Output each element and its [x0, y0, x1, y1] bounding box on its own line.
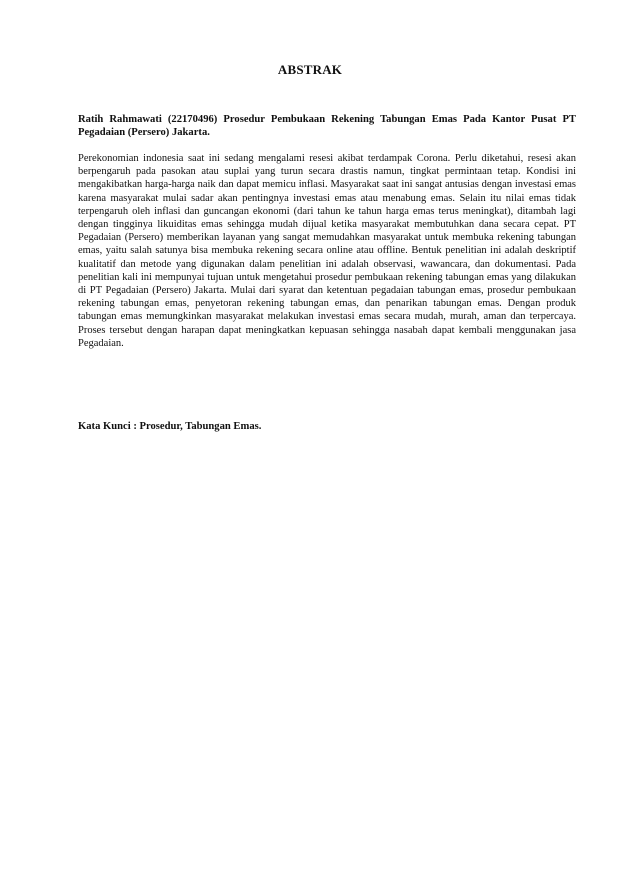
keywords: Kata Kunci : Prosedur, Tabungan Emas. [78, 421, 262, 432]
page-title: ABSTRAK [277, 62, 343, 77]
abstract-body: Perekonomian indonesia saat ini sedang mengalami resesi akibat terdampak Corona. Perlu diketahui, resesi akan berpengaruh pada pasokan atau suplai yang turun secara drastis namun, tingkat permintaan tetap. Kondisi ini mengakibatkan harga-harga naik dan dapat memicu inflasi. Masyarakat saat ini sangat antusias dengan investasi emas karena masyarakat mulai sadar akan pentingnya investasi emas atau menabung emas. Selain itu nilai emas tidak terpengaruh oleh inflasi dan guncangan ekonomi (dari tahun ke tahun harga emas terus meningkat), ditambah lagi dengan tingginya likuiditas emas sehingga mudah dijual ketika masyarakat membutuhkan dana secara cepat. PT Pegadaian (Persero) memberikan layanan yang sangat memudahkan masyarakat untuk membuka rekening tabungan emas, yaitu salah satunya bisa membuka rekening secara online atau offline. Bentuk penelitian ini adalah deskriptif kualitatif dan metode yang digunakan dalam penelitian ini adalah observasi, wawancara, dan dokumentasi. Pada penelitian kali ini mempunyai tujuan untuk mengetahui prosedur pembukaan rekening tabungan emas yang dilakukan di PT Pegadaian (Persero) Jakarta. Mulai dari syarat dan ketentuan pegadaian tabungan emas, prosedur pembukaan rekening tabungan emas, penyetoran rekening tabungan emas, dan penarikan tabungan emas. Dengan produk tabungan emas memungkinkan masyarakat melakukan investasi emas secara mudah, murah, aman dan terpercaya. Proses tersebut dengan harapan dapat meningkatkan kepuasan sehingga nasabah dapat kembali menggunakan jasa Pegadaian. [78, 153, 576, 349]
author-citation: Ratih Rahmawati (22170496) Prosedur Pembukaan Rekening Tabungan Emas Pada Kantor Pusat PT Pegadaian (Persero) Jakarta. [78, 114, 576, 138]
